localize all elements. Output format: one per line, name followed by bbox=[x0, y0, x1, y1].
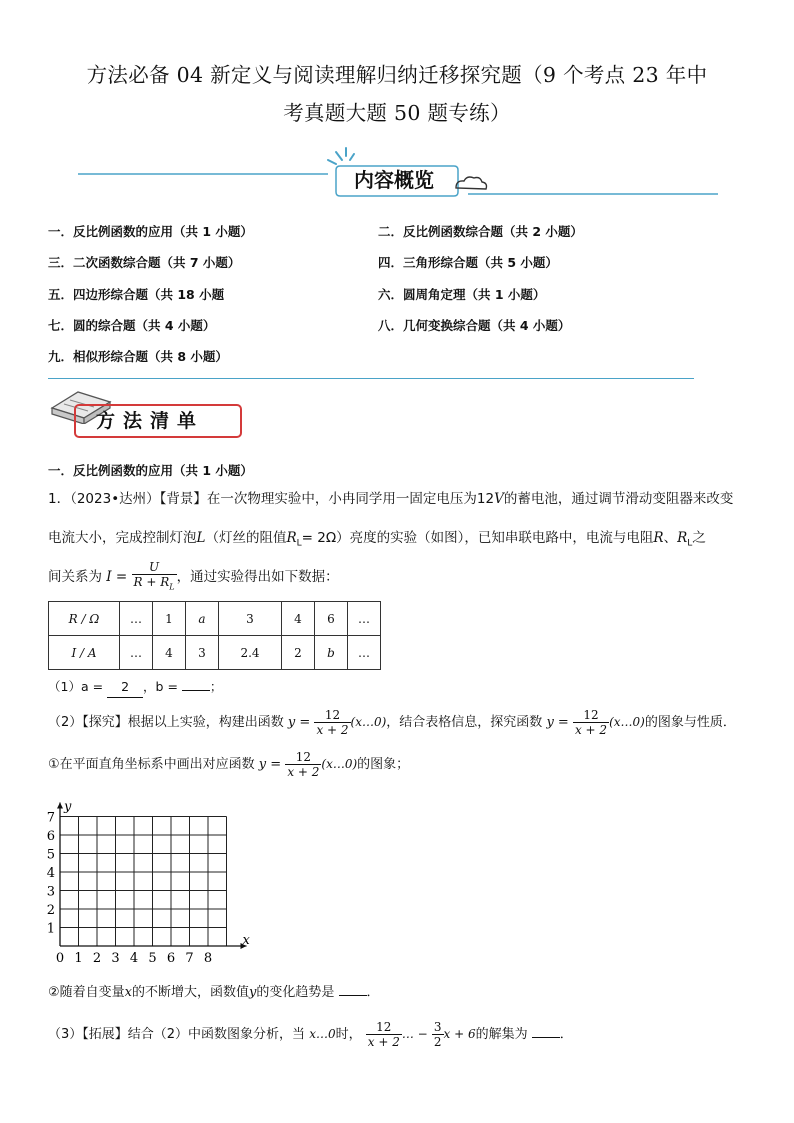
overview-label: 内容概览 bbox=[354, 168, 434, 192]
x-tick-label: 1 bbox=[74, 951, 83, 966]
coordinate-grid[interactable] bbox=[40, 788, 270, 966]
overview-banner bbox=[78, 146, 718, 202]
data-table bbox=[48, 601, 381, 670]
toc-item-8[interactable]: 八．几何变换综合题（共 4 小题） bbox=[378, 318, 571, 333]
y-tick-label: 6 bbox=[46, 829, 55, 844]
toc-item-9[interactable]: 九．相似形综合题（共 8 小题） bbox=[48, 349, 228, 364]
table-row: I / A … 4 3 2.4 2 b … bbox=[49, 636, 381, 670]
cloud-icon bbox=[456, 177, 487, 189]
answer-b-field[interactable] bbox=[182, 690, 210, 691]
solution-set-field[interactable] bbox=[532, 1037, 560, 1038]
problem-line-1: 1．（2023•达州）【背景】在一次物理实验中，小冉同学用一固定电压为12V的蓄电池，通过调节滑动变阻器来改变 bbox=[48, 491, 734, 507]
question-2: （2）【探究】根据以上实验，构建出函数 y = $\frac{12}{x + 2}$ (x…0)，结合表格信息，探究函数 y = $\frac{12}{x + 2}$ (x…0)的图象与性质． bbox=[48, 708, 736, 737]
y-tick-label: 7 bbox=[46, 810, 55, 826]
trend-answer-field[interactable] bbox=[339, 995, 367, 996]
x-axis-label: x bbox=[242, 933, 250, 948]
answer-a-field[interactable]: 2 bbox=[107, 677, 143, 698]
question-3: （3）【拓展】结合（2）中函数图象分析，当 x…0时， $\frac{12}{x + 2}$ … − $\frac{3}{2}$ x + 6的解集为 ． bbox=[48, 1020, 573, 1049]
toc-item-6[interactable]: 六．圆周角定理（共 1 小题） bbox=[378, 287, 546, 302]
x-tick-label: 3 bbox=[111, 951, 120, 966]
toc-item-7[interactable]: 七．圆的综合题（共 4 小题） bbox=[48, 318, 216, 333]
y-tick-label: 2 bbox=[46, 903, 55, 918]
section-divider bbox=[48, 378, 694, 379]
y-tick-label: 1 bbox=[46, 921, 55, 937]
toc-item-2[interactable]: 二．反比例函数综合题（共 2 小题） bbox=[378, 224, 583, 239]
problem-line-2: 电流大小，完成控制灯泡L（灯丝的阻值$R_L= 2\Omega$）亮度的实验（如图），已知串联电路中，电流与电阻R、$R_L$之 bbox=[48, 530, 706, 549]
grid-lines bbox=[57, 803, 247, 950]
x-tick-label: 8 bbox=[203, 951, 213, 966]
current-formula: $\frac{U}{R + R_L}$ bbox=[133, 560, 175, 592]
page-title bbox=[30, 56, 764, 132]
x-tick-label: 5 bbox=[148, 951, 157, 966]
x-tick-label: 0 bbox=[55, 951, 65, 966]
y-tick-label: 4 bbox=[46, 866, 55, 881]
question-1: （1）a = 2 ，b = ； bbox=[48, 677, 748, 698]
toc-item-3[interactable]: 三．二次函数综合题（共 7 小题） bbox=[48, 255, 241, 270]
x-tick-label: 6 bbox=[166, 951, 176, 966]
x-tick-label: 2 bbox=[92, 951, 102, 966]
y-tick-label: 3 bbox=[46, 884, 55, 900]
title-line-1: 方法必备 04 新定义与阅读理解归纳迁移探究题（9 个考点 23 年中 bbox=[86, 63, 708, 87]
title-line-2: 考真题大题 50 题专练） bbox=[283, 101, 511, 125]
question-2-sub-1: ①在平面直角坐标系中画出对应函数 y = $\frac{12}{x + 2}$ (x…0)的图象； bbox=[48, 750, 410, 779]
table-row: R / Ω … 1 a 3 4 6 … bbox=[49, 602, 381, 636]
question-2-sub-2: ②随着自变量x的不断增大，函数值y的变化趋势是 ． bbox=[48, 985, 380, 1000]
sparkle-icon bbox=[328, 148, 354, 164]
section-heading: 一．反比例函数的应用（共 1 小题） bbox=[48, 463, 253, 478]
y-tick-label: 5 bbox=[46, 847, 55, 863]
x-tick-label: 4 bbox=[129, 951, 139, 966]
y-axis-arrow bbox=[57, 803, 63, 809]
x-tick-label: 7 bbox=[185, 951, 194, 966]
problem-line-3: 间关系为 I = $\frac{U}{R + R_L}$ ，通过实验得出如下数据： bbox=[48, 560, 748, 594]
y-axis-label: y bbox=[64, 799, 72, 815]
method-list-label: 方法清单 bbox=[74, 404, 242, 438]
toc-item-4[interactable]: 四．三角形综合题（共 5 小题） bbox=[378, 255, 558, 270]
toc-item-1[interactable]: 一．反比例函数的应用（共 1 小题） bbox=[48, 224, 253, 239]
toc-item-5[interactable]: 五．四边形综合题（共 18 小题 bbox=[48, 287, 225, 302]
